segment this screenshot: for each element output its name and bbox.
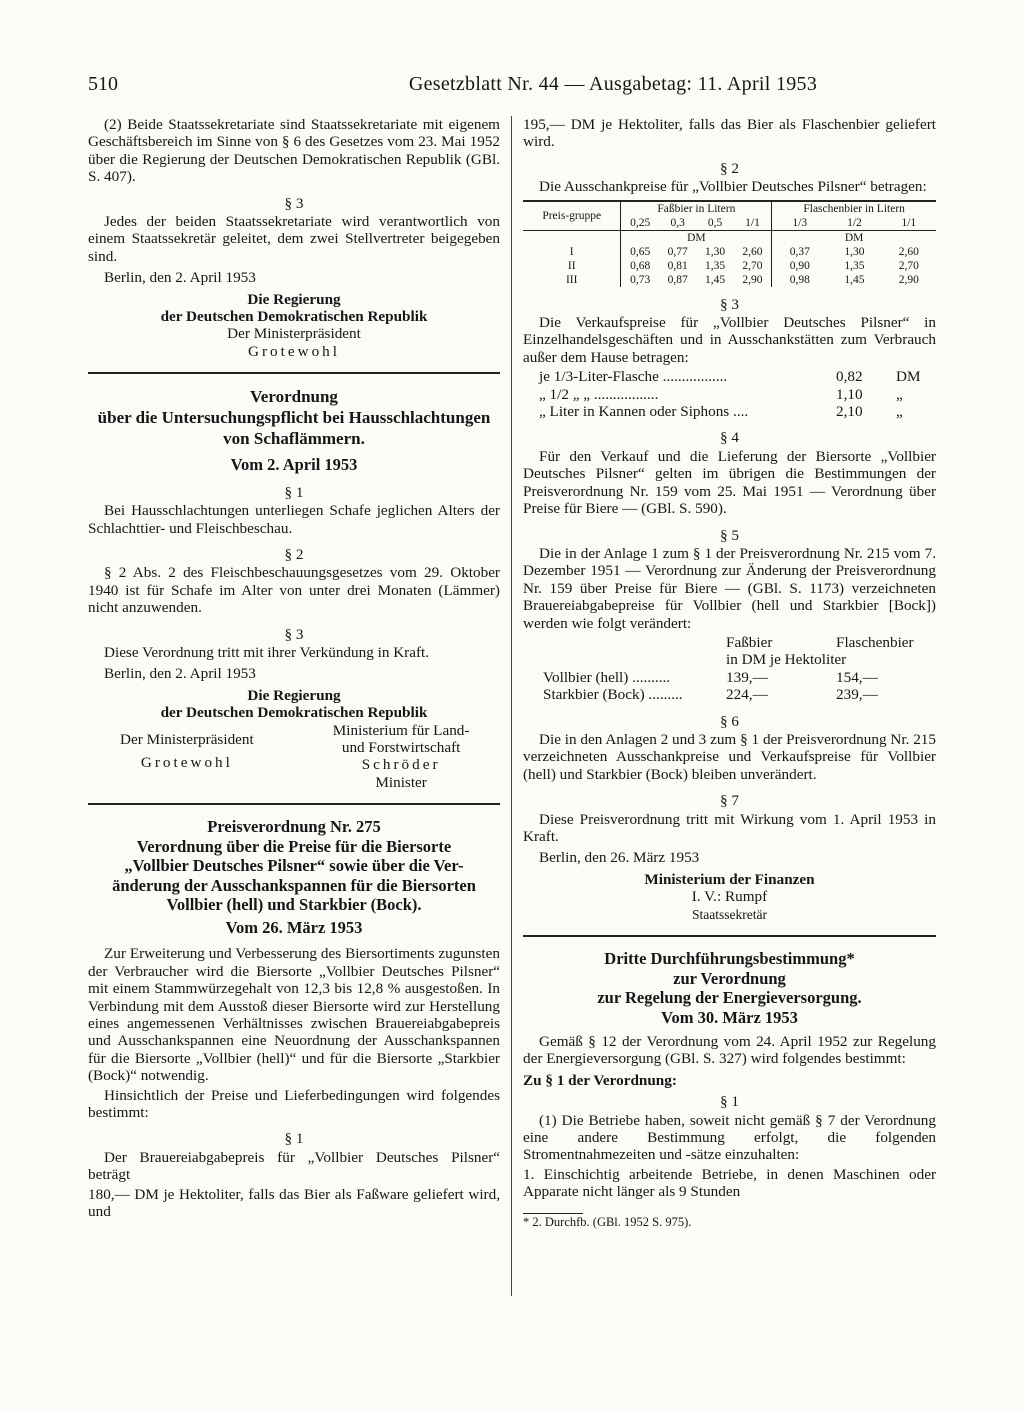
preamble: Hinsichtlich der Preise und Lieferbedingungen wird folgendes bestimmt: <box>88 1086 500 1121</box>
page-header <box>88 73 938 105</box>
retail-price-list <box>539 368 936 420</box>
list-item-unit: DM <box>896 368 921 386</box>
table-unit: DM <box>772 230 936 245</box>
column-header: Faßbier <box>726 633 773 651</box>
minister-name: Schröder <box>361 756 441 774</box>
section-rule <box>88 372 500 374</box>
table-cell: I <box>569 245 574 258</box>
table-cell: 0,37 <box>772 245 827 259</box>
ordinance-title <box>88 386 500 449</box>
section-heading: § 1 <box>284 483 304 501</box>
table-unit: DM <box>621 230 772 245</box>
column-divider <box>511 116 512 1296</box>
ordinance-title-line: Verordnung über die Preise für die Biersorte <box>136 836 452 856</box>
section-heading: § 6 <box>720 712 739 730</box>
section-heading: § 7 <box>720 792 739 810</box>
section-text: Jedes der beiden Staatssekretariate wird verantwortlich von einem Staatssekretär geleitet, dem zwei Stellvertreter beigegeben sind. <box>88 213 500 265</box>
table-cell: 1,45 <box>704 273 726 286</box>
ordinance-date: Vom 26. März 1953 <box>225 917 363 937</box>
list-item-value: 2,10 <box>836 403 863 421</box>
ordinance-title-line: Verordnung <box>250 387 338 407</box>
ordinance-title <box>88 817 500 915</box>
table-header-fass: Faßbier in Litern <box>621 201 772 216</box>
table-cell: 1,35 <box>844 259 865 272</box>
table-cell: 0,87 <box>667 273 688 286</box>
section-heading: § 3 <box>284 625 304 643</box>
section-text: Bei Hausschlachtungen unterliegen Schafe jeglichen Alters der Schlachttier- und Fleischbeschau. <box>88 502 500 537</box>
ordinance-title-line: „Vollbier Deutsches Pilsner“ sowie über die Ver- <box>124 856 464 876</box>
table-cell: 2,90 <box>898 273 919 286</box>
footnote <box>523 1213 936 1231</box>
ordinance-title-line: zur Regelung der Energieversorgung. <box>597 988 862 1008</box>
section-text: Gemäß § 12 der Verordnung vom 24. April 1952 zur Regelung der Energieversorgung (GBl. S. 327) wird folgendes bestimmt: <box>523 1033 936 1068</box>
section-heading: § 5 <box>720 526 739 544</box>
table-cell: 0,73 <box>621 273 659 287</box>
table-cell: 0,77 <box>667 245 688 258</box>
section-heading: § 4 <box>720 429 739 447</box>
table-col-header: 0,25 <box>621 216 659 231</box>
table-header-flasche: Flaschenbier in Litern <box>772 201 936 216</box>
section-text: Für den Verkauf und die Lieferung der Biersorte „Vollbier Deutsches Pilsner“ gelten im übrigen die Bestimmungen der Preisverordnung Nr. 159 vom 25. Mai 1951 — Verordnung über Preise für Biere — (GBl. S. 590). <box>523 447 936 518</box>
ordinance-title <box>523 949 936 1027</box>
table-cell: 0,90 <box>772 259 827 273</box>
signature-left <box>88 722 286 792</box>
list-item-label: je 1/3-Liter-Flasche ................. <box>539 368 728 386</box>
section-text: Die in der Anlage 1 zum § 1 der Preisverordnung Nr. 215 vom 7. Dezember 1951 — Verordnung zur Änderung der Preisverordnung Nr. 159 über Preise für Biere — (GBl. S. 1173) verzeichneten Brauereiabgabepreise für Vollbier (hell und Starkbier [Bock]) werden wie folgt verändert: <box>523 544 936 632</box>
list-item-label: Vollbier (hell) .......... <box>543 668 671 686</box>
table-col-header: 1/1 <box>901 216 917 229</box>
right-column <box>523 116 936 1231</box>
table-col-header: 1/3 <box>772 216 827 231</box>
section-heading: § 1 <box>720 1093 739 1111</box>
list-header <box>543 634 936 651</box>
ordinance-title-line: änderung der Ausschankspannen für die Biersorten <box>112 875 476 895</box>
brewery-price-list <box>543 634 936 704</box>
table-cell: 0,68 <box>621 259 659 273</box>
section-heading: § 3 <box>720 295 739 313</box>
section-text: Der Brauereiabgabepreis für „Vollbier Deutsches Pilsner“ beträgt <box>88 1148 500 1184</box>
section-text: 195,— DM je Hektoliter, falls das Bier als Flaschenbier geliefert wird. <box>523 116 936 151</box>
table-cell: 1,30 <box>844 245 865 258</box>
section-text: § 2 Abs. 2 des Fleischbeschauungsgesetzes vom 29. Oktober 1940 ist für Schafe im Alter von unter drei Monaten (Lämmer) nicht anzuwenden. <box>88 564 500 617</box>
ministry-line: und Forstwirtschaft <box>341 739 461 757</box>
table-cell: III <box>565 273 578 286</box>
gazette-title: Gesetzblatt Nr. 44 — Ausgabetag: 11. April 1953 <box>408 73 818 95</box>
section-text: Die Ausschankpreise für „Vollbier Deutsches Pilsner“ betragen: <box>539 178 927 196</box>
table-cell: 2,70 <box>898 259 919 272</box>
section-text: (1) Die Betriebe haben, soweit nicht gemäß § 7 der Verordnung eine andere Bestimmung erfolgt, die folgenden Stromentnahmezeiten und -sätze einzuhalten: <box>523 1111 936 1164</box>
ordinance-title-line: Dritte Durchführungsbestimmung* <box>604 949 855 969</box>
signatory-title: Der Ministerpräsident <box>120 730 254 748</box>
place-date: Berlin, den 26. März 1953 <box>539 849 700 867</box>
list-item-value: 1,10 <box>836 385 863 403</box>
list-item <box>539 368 936 385</box>
ordinance-date: Vom 30. März 1953 <box>661 1007 798 1027</box>
table-col-header: 1/1 <box>745 216 760 229</box>
minister-title: Minister <box>375 773 427 791</box>
section-text: 180,— DM je Hektoliter, falls das Bier als Faßware geliefert wird, und <box>88 1185 500 1220</box>
section-text: Diese Preisverordnung tritt mit Wirkung vom 1. April 1953 in Kraft. <box>523 810 936 845</box>
signatory-name: I. V.: Rumpf <box>691 888 768 906</box>
section-heading: § 2 <box>720 159 739 177</box>
signature-block <box>88 722 500 792</box>
ordinance-title-line: von Schaflämmern. <box>223 429 365 449</box>
ordinance-title-line: zur Verordnung <box>673 968 786 988</box>
list-item-label: „ 1/2 „ „ ................. <box>539 385 659 403</box>
list-item <box>539 403 936 420</box>
list-item <box>543 669 936 686</box>
table-cell: 2,60 <box>898 245 919 258</box>
place-date: Berlin, den 2. April 1953 <box>104 665 256 683</box>
ordinance-date: Vom 2. April 1953 <box>230 455 358 475</box>
table-row <box>523 245 936 259</box>
signatory-title: Staatssekretär <box>692 906 767 922</box>
section-rule <box>88 803 500 805</box>
table-cell: 1,35 <box>704 259 726 272</box>
list-item-unit: „ <box>896 385 903 403</box>
section-heading: § 3 <box>284 194 304 212</box>
list-item <box>543 686 936 703</box>
list-item <box>539 386 936 403</box>
price-table <box>523 200 936 287</box>
section-text: Diese Verordnung tritt mit ihrer Verkündung in Kraft. <box>104 644 430 662</box>
place-date: Berlin, den 2. April 1953 <box>104 269 256 287</box>
ordinance-title-line: Preisverordnung Nr. 275 <box>207 817 381 837</box>
table-cell: 2,60 <box>742 245 763 258</box>
list-item-label: „ Liter in Kannen oder Siphons .... <box>539 403 749 421</box>
signatory-name: Grotewohl <box>140 754 233 772</box>
ministry-line: Ministerium für Land- <box>332 721 470 739</box>
table-cell: 1,30 <box>704 245 726 258</box>
table-cell: 1,45 <box>844 273 865 286</box>
list-item-value: 139,— <box>726 668 768 686</box>
table-cell: 0,98 <box>772 273 827 287</box>
table-cell: 0,65 <box>621 245 659 259</box>
section-text: 1. Einschichtig arbeitende Betriebe, in denen Maschinen oder Apparate nicht länger als 9 Stunden <box>523 1165 936 1201</box>
government-line: Die Regierung <box>247 290 341 308</box>
section-text: Die in den Anlagen 2 und 3 zum § 1 der Preisverordnung Nr. 215 verzeichneten Ausschankpreise und Verkaufspreise für Vollbier (hell) und Starkbier (Bock) bleiben unverändert. <box>523 730 936 783</box>
government-line: der Deutschen Demokratischen Republik <box>160 704 428 722</box>
preamble: Zur Erweiterung und Verbesserung des Biersortiments zugunsten der Verbraucher wird die Biersorte „Vollbier Deutsches Pilsner“ mit einem Stammwürzegehalt von 12,3 bis 12,8 % ausgestoßen. In Verbindung mit dem Ausstoß dieser Biersorte wird zur Herstellung eines angemessenen Verhältnisses zwischen Brauereiabgabepreis und Ausschankspannen eine Neuordnung der Ausschankspannen für die Biersorte „Vollbier (hell)“ und für die Biersorte „Starkbier (Bock)“ notwendig. <box>88 945 500 1085</box>
table-col-header: 1/2 <box>847 216 862 229</box>
left-column <box>88 116 500 1222</box>
list-item-value: 239,— <box>836 686 878 704</box>
table-cell: 2,90 <box>742 273 763 286</box>
column-header: Flaschenbier <box>836 633 914 651</box>
ministry-name: Ministerium der Finanzen <box>644 870 815 888</box>
table-cell: 2,70 <box>742 259 763 272</box>
section-heading: § 2 <box>284 546 304 563</box>
list-item-value: 0,82 <box>836 368 863 386</box>
ordinance-title-line: Vollbier (hell) und Starkbier (Bock). <box>166 895 422 915</box>
table-cell: II <box>567 259 576 272</box>
table-col-header: 0,5 <box>707 216 723 229</box>
list-item-unit: „ <box>896 403 903 421</box>
section-text: Die Verkaufspreise für „Vollbier Deutsches Pilsner“ in Einzelhandelsgeschäften und in Ausschankstätten zum Verbrauch außer dem Hause betragen: <box>523 314 936 366</box>
section-rule <box>523 935 936 937</box>
table-row <box>523 273 936 287</box>
government-line: der Deutschen Demokratischen Republik <box>160 308 428 326</box>
table-row <box>523 259 936 273</box>
section-heading: § 1 <box>284 1130 304 1148</box>
list-item-value: 154,— <box>836 668 878 686</box>
list-header <box>543 651 936 668</box>
signature-right <box>302 722 500 792</box>
list-item-label: Starkbier (Bock) ......... <box>543 686 683 704</box>
table-cell: 0,81 <box>667 259 688 272</box>
list-item-value: 224,— <box>726 686 768 704</box>
table-col-header: 0,3 <box>670 216 685 229</box>
intro-paragraph: (2) Beide Staatssekretariate sind Staatssekretariate mit eigenem Geschäftsbereich im Sinne von § 6 des Gesetzes vom 23. Mai 1952 über die Regierung der Deutschen Demokratischen Republik (GBl. S. 407). <box>88 116 500 186</box>
page-number: 510 <box>88 73 118 95</box>
signatory-name: Grotewohl <box>248 342 340 360</box>
government-line: Die Regierung <box>247 686 341 704</box>
sub-heading: Zu § 1 der Verordnung: <box>523 1071 677 1089</box>
ordinance-title-line: über die Untersuchungspflicht bei Hausschlachtungen <box>97 408 491 428</box>
footnote-text: * 2. Durchfb. (GBl. 1952 S. 975). <box>523 1214 692 1229</box>
column-unit: in DM je Hektoliter <box>726 651 847 669</box>
signatory-title: Der Ministerpräsident <box>227 325 361 343</box>
table-header-group: Preis-gruppe <box>523 201 621 231</box>
